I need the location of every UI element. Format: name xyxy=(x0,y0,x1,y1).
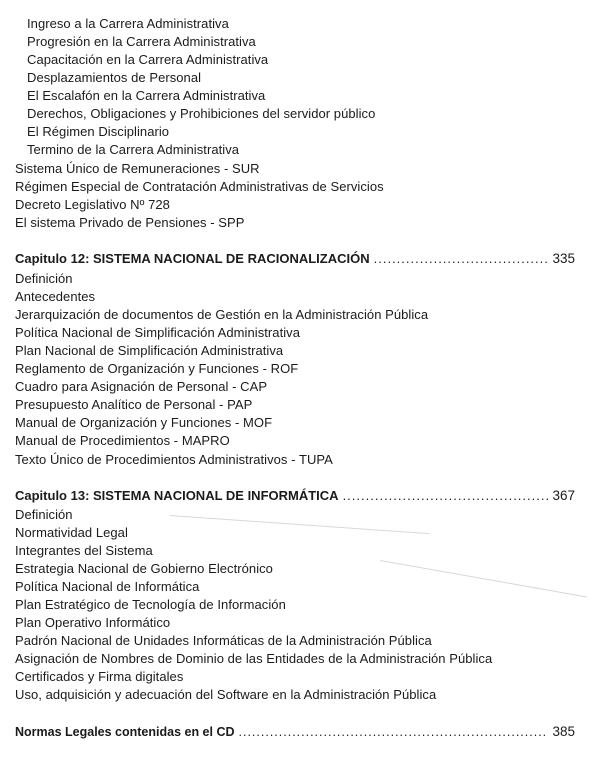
toc-entry: Sistema Único de Remuneraciones - SUR xyxy=(15,161,260,176)
toc-entry: Régimen Especial de Contratación Administrativas de Servicios xyxy=(15,179,384,194)
toc-entry: Cuadro para Asignación de Personal - CAP xyxy=(15,379,268,394)
toc-entry: Plan Estratégico de Tecnología de Información xyxy=(15,597,286,612)
chapter-13-heading xyxy=(15,487,575,505)
toc-entry: Derechos, Obligaciones y Prohibiciones del servidor público xyxy=(27,106,376,121)
toc-entry: Desplazamientos de Personal xyxy=(27,70,202,85)
toc-entry: Reglamento de Organización y Funciones - ROF xyxy=(15,361,299,376)
toc-entry: Termino de la Carrera Administrativa xyxy=(27,142,240,157)
toc-entry: Definición xyxy=(15,271,73,286)
chapter-12-title: Capitulo 12: SISTEMA NACIONAL DE RACIONALIZACIÓN xyxy=(15,251,370,266)
toc-entry: Texto Único de Procedimientos Administrativos - TUPA xyxy=(15,452,333,467)
toc-entry: Uso, adquisición y adecuación del Software en la Administración Pública xyxy=(15,687,437,702)
toc-entry: El Escalafón en la Carrera Administrativa xyxy=(27,88,266,103)
toc-entry: Manual de Procedimientos - MAPRO xyxy=(15,433,230,448)
toc-entry: Manual de Organización y Funciones - MOF xyxy=(15,415,273,430)
cd-section-title: Normas Legales contenidas en el CD xyxy=(15,725,235,739)
toc-entry: El Régimen Disciplinario xyxy=(27,124,170,139)
cd-section-heading xyxy=(15,723,575,741)
toc-entry: Plan Operativo Informático xyxy=(15,615,171,630)
toc-entry: Jerarquización de documentos de Gestión en la Administración Pública xyxy=(15,307,429,322)
toc-entry: Antecedentes xyxy=(15,289,96,304)
toc-entry: Capacitación en la Carrera Administrativa xyxy=(27,52,269,67)
chapter-12-heading xyxy=(15,250,575,268)
chapter-12-page-number: 335 xyxy=(552,251,575,266)
toc-entry: Definición xyxy=(15,507,73,522)
leader-dots xyxy=(374,250,549,268)
scan-artifact xyxy=(170,515,429,534)
scan-artifact xyxy=(380,560,587,597)
toc-entry: Asignación de Nombres de Dominio de las Entidades de la Administración Pública xyxy=(15,651,493,666)
toc-entry: Decreto Legislativo Nº 728 xyxy=(15,197,170,212)
toc-entry: Certificados y Firma digitales xyxy=(15,669,184,684)
toc-entry: Política Nacional de Informática xyxy=(15,579,200,594)
cd-section-page-number: 385 xyxy=(552,724,575,739)
toc-entry: Integrantes del Sistema xyxy=(15,543,153,558)
toc-entry: Padrón Nacional de Unidades Informáticas de la Administración Pública xyxy=(15,633,432,648)
toc-entry: Plan Nacional de Simplificación Administrativa xyxy=(15,343,284,358)
chapter-13-title: Capitulo 13: SISTEMA NACIONAL DE INFORMÁTICA xyxy=(15,488,339,503)
toc-entry: Política Nacional de Simplificación Administrativa xyxy=(15,325,301,340)
leader-dots xyxy=(239,723,549,741)
leader-dots xyxy=(343,487,549,505)
toc-entry: Presupuesto Analítico de Personal - PAP xyxy=(15,397,253,412)
toc-entry: El sistema Privado de Pensiones - SPP xyxy=(15,215,245,230)
chapter-13-page-number: 367 xyxy=(552,488,575,503)
toc-entry: Estrategia Nacional de Gobierno Electrónico xyxy=(15,561,273,576)
toc-entry: Progresión en la Carrera Administrativa xyxy=(27,34,256,49)
toc-entry: Normatividad Legal xyxy=(15,525,128,540)
toc-entry: Ingreso a la Carrera Administrativa xyxy=(27,16,229,31)
